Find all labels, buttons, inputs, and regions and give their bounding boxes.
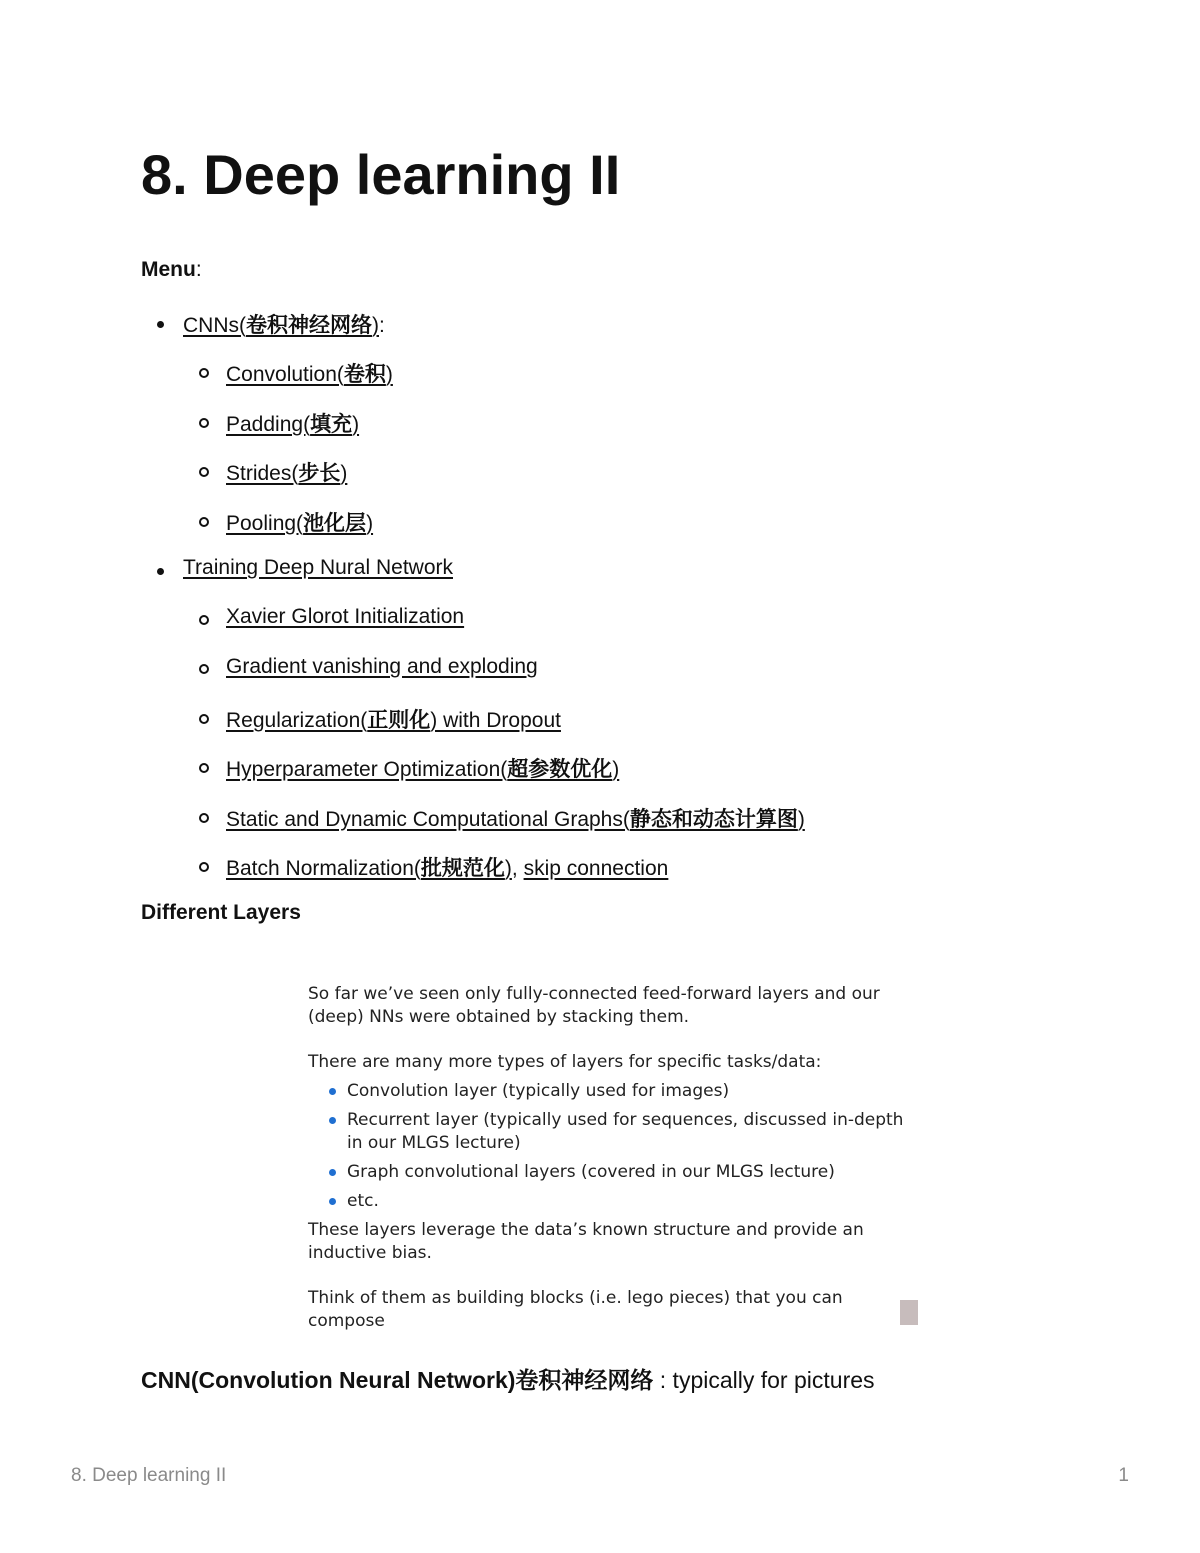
toc-link-padding[interactable]: Padding(填充)	[226, 412, 360, 436]
slide-bullet-list	[308, 1080, 908, 1213]
slide-bullet-item: Graph convolutional layers (covered in our MLGS lecture)	[308, 1161, 908, 1184]
toc-link-convolution[interactable]: Convolution(卷积)	[226, 362, 393, 386]
toc-link-graphs[interactable]: Static and Dynamic Computational Graphs(静态和动态计算图)	[226, 807, 805, 831]
page-number: 1	[1118, 1465, 1129, 1486]
toc-separator: ,	[511, 857, 524, 880]
slide-image	[308, 983, 908, 1355]
slide-paragraph: Think of them as building blocks (i.e. lego pieces) that you can compose	[308, 1288, 843, 1331]
slide-bullet-item: Recurrent layer (typically used for sequences, discussed in-depth in our MLGS lecture)	[308, 1109, 908, 1155]
menu-label-colon: :	[195, 258, 202, 281]
bullet-dot-icon	[329, 1169, 336, 1176]
slide-bullet-item: etc.	[308, 1190, 908, 1213]
bullet-circle-icon	[199, 615, 209, 625]
toc-link-cnns[interactable]: CNNs(卷积神经网络)	[183, 313, 379, 337]
bullet-dot-icon	[329, 1088, 336, 1095]
bullet-disc-icon	[157, 568, 164, 575]
menu-label	[141, 258, 202, 282]
toc-link-strides[interactable]: Strides(步长)	[226, 461, 348, 485]
toc-link-skip-connection[interactable]: skip connection	[523, 857, 669, 880]
bullet-circle-icon	[199, 418, 209, 428]
slide-bullet-item: Convolution layer (typically used for images)	[308, 1080, 908, 1103]
toc-link-training[interactable]: Training Deep Nural Network	[183, 556, 453, 579]
slide-paragraph: There are many more types of layers for specific tasks/data:	[308, 1052, 822, 1072]
bullet-dot-icon	[329, 1198, 336, 1205]
section-heading: Different Layers	[141, 901, 301, 924]
page-title: 8. Deep learning II	[141, 143, 621, 206]
slide-paragraph: These layers leverage the data’s known structure and provide an inductive bias.	[308, 1220, 864, 1263]
toc-link-xavier[interactable]: Xavier Glorot Initialization	[226, 605, 465, 628]
slide-paragraph: So far we’ve seen only fully-connected feed-forward layers and our (deep) NNs were obtained by stacking them.	[308, 984, 880, 1027]
bullet-circle-icon	[199, 763, 209, 773]
bullet-circle-icon	[199, 517, 209, 527]
footer-title: 8. Deep learning II	[71, 1465, 227, 1486]
cnn-definition: CNN(Convolution Neural Network)卷积神经网络 : typically for pictures	[141, 1367, 875, 1394]
bullet-circle-icon	[199, 862, 209, 872]
bullet-disc-icon	[157, 321, 164, 328]
bullet-dot-icon	[329, 1117, 336, 1124]
toc-link-pooling[interactable]: Pooling(池化层)	[226, 511, 374, 535]
bullet-circle-icon	[199, 368, 209, 378]
toc-colon: :	[379, 314, 385, 337]
toc-link-batchnorm[interactable]: Batch Normalization(批规范化)	[226, 856, 512, 880]
bullet-circle-icon	[199, 467, 209, 477]
toc-link-gradient[interactable]: Gradient vanishing and exploding	[226, 655, 538, 678]
menu-label-text: Menu	[141, 258, 196, 281]
bullet-circle-icon	[199, 813, 209, 823]
text-cursor-marker	[900, 1300, 918, 1325]
toc-link-hyperparameter[interactable]: Hyperparameter Optimization(超参数优化)	[226, 757, 620, 781]
bullet-circle-icon	[199, 714, 209, 724]
toc-link-regularization[interactable]: Regularization(正则化) with Dropout	[226, 708, 561, 732]
bullet-circle-icon	[199, 664, 209, 674]
